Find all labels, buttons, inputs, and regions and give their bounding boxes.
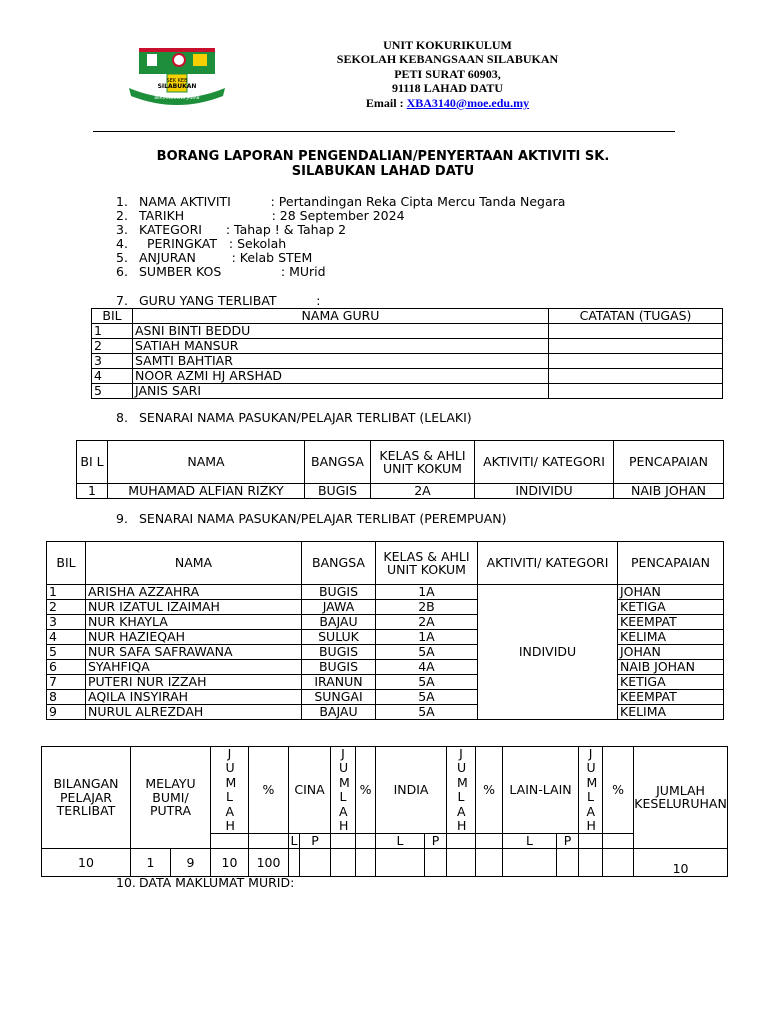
keseluruhan-value: 10 [634,848,728,876]
item-text: GURU YANG TERLIBAT : [139,293,321,308]
list-item [116,209,405,223]
table-cell: 1 [77,484,108,499]
item-number: 2. [116,208,128,223]
table-cell: NUR HAZIEQAH [86,630,302,645]
column-header: BI L [77,441,108,484]
empty-cell [476,848,503,876]
melayu-pct-value: 100 [249,848,289,876]
table-row [92,369,723,384]
table-row [47,675,724,690]
table-cell: 3 [92,354,133,369]
item-text: PERINGKAT : Sekolah [139,236,287,251]
melayu-jumlah-value: 10 [211,848,249,876]
table-cell: NUR SAFA SAFRAWANA [86,645,302,660]
table-cell: JANIS SARI [133,384,549,399]
table-cell: SYAHFIQA [86,660,302,675]
stats-table [41,746,728,877]
header-line: PETI SURAT 60903, [394,66,501,81]
table-cell: 1A [376,630,478,645]
table-cell: JOHAN [618,645,724,660]
keseluruhan-header: JUMLAH KESELURUHAN [634,747,728,849]
table-cell: 1 [92,324,133,339]
cina-jumlah-header: JUMLAH [331,747,356,834]
cina-pct-header: % [356,747,376,834]
title-line: SILABUKAN LAHAD DATU [291,164,475,179]
email-line [330,96,565,110]
column-header: KELAS & AHLI UNIT KOKUM [371,441,475,484]
lain-jumlah-header: JUMLAH [579,747,603,834]
table-cell: KETIGA [618,600,724,615]
svg-text:BERTANGGUNG JAWAB: BERTANGGUNG JAWAB [154,95,200,100]
item-number: 5. [116,250,128,265]
table-row [47,615,724,630]
empty-cell [211,834,249,849]
table-cell: 8 [47,690,86,705]
empty-cell [447,834,476,849]
table-cell: BAJAU [302,615,376,630]
table-cell: KEEMPAT [618,615,724,630]
table-cell: BAJAU [302,705,376,720]
p-label: P [557,834,579,849]
table-cell: 2B [376,600,478,615]
table-cell: 4 [92,369,133,384]
list-item [116,223,346,237]
table-row [77,484,724,499]
title-line: BORANG LAPORAN PENGENDALIAN/PENYERTAAN AKTIVITI SK. [156,149,610,164]
item-number: 3. [116,222,128,237]
empty-cell [503,848,557,876]
table-cell: NOOR AZMI HJ ARSHAD [133,369,549,384]
melayu-l-value: 1 [131,848,171,876]
table-cell: 1 [47,585,86,600]
empty-cell [300,848,331,876]
table-cell: 7 [47,675,86,690]
table-cell: INDIVIDU [475,484,614,499]
column-header: PENCAPAIAN [614,441,724,484]
l-label: L [376,834,425,849]
empty-cell [289,848,300,876]
empty-cell [447,848,476,876]
table-row [47,645,724,660]
table-row [92,339,723,354]
item-number: 10. [116,875,136,890]
empty-cell [603,848,634,876]
item-number: 6. [116,264,128,279]
table-cell: SAMTI BAHTIAR [133,354,549,369]
table-cell [549,339,723,354]
table-cell: AQILA INSYIRAH [86,690,302,705]
column-header: BIL [47,542,86,585]
table-row [92,324,723,339]
aktiviti-cell: INDIVIDU [478,585,618,720]
svg-text:SEK KEB: SEK KEB [166,78,188,84]
p-label: P [300,834,331,849]
table-row [47,585,724,600]
table-cell: 5 [47,645,86,660]
india-pct-header: % [476,747,503,834]
column-header: NAMA GURU [133,309,549,324]
table-cell: SUNGAI [302,690,376,705]
item-text: SENARAI NAMA PASUKAN/PELAJAR TERLIBAT (LELAKI) [139,410,472,425]
table-cell: KELIMA [618,705,724,720]
item-text: ANJURAN : Kelab STEM [139,250,313,265]
form-title [100,149,666,179]
bilangan-header: BILANGAN PELAJAR TERLIBAT [42,747,131,849]
table-cell: 5A [376,675,478,690]
table-cell: SATIAH MANSUR [133,339,549,354]
empty-cell [331,834,356,849]
column-header: PENCAPAIAN [618,542,724,585]
table-cell: 9 [47,705,86,720]
table-cell: NUR IZATUL IZAIMAH [86,600,302,615]
table-cell: NURUL ALREZDAH [86,705,302,720]
bilangan-value: 10 [42,848,131,876]
table-row [47,705,724,720]
table-cell: NAIB JOHAN [618,660,724,675]
table-cell: 2 [47,600,86,615]
header-line: UNIT KOKURIKULUM [383,38,512,52]
section-heading [116,876,294,890]
melayu-header: MELAYU BUMI/ PUTRA [131,747,211,849]
table-cell: 5 [92,384,133,399]
column-header: KELAS & AHLI UNIT KOKUM [376,542,478,585]
column-header: NAMA [86,542,302,585]
table-cell: KELIMA [618,630,724,645]
section-heading [116,512,507,526]
item-text: NAMA AKTIVITI : Pertandingan Reka Cipta Mercu Tanda Negara [139,194,566,209]
table-cell: KEEMPAT [618,690,724,705]
lelaki-table [76,440,724,499]
table-cell: 2A [376,615,478,630]
lain-pct-header: % [603,747,634,834]
table-row [47,600,724,615]
table-cell: NAIB JOHAN [614,484,724,499]
melayu-jumlah-header: JUMLAH [211,747,249,834]
email-link[interactable]: XBA3140@moe.edu.my [406,95,530,110]
item-text: SENARAI NAMA PASUKAN/PELAJAR TERLIBAT (PEREMPUAN) [139,511,507,526]
column-header: AKTIVITI/ KATEGORI [475,441,614,484]
table-cell [549,369,723,384]
svg-text:SILABUKAN: SILABUKAN [157,83,197,90]
table-cell: ASNI BINTI BEDDU [133,324,549,339]
list-item [116,195,565,209]
table-cell: 6 [47,660,86,675]
l-label: L [503,834,557,849]
table-cell: 5A [376,690,478,705]
table-cell: MUHAMAD ALFIAN RIZKY [108,484,305,499]
list-item [116,251,312,265]
table-cell: IRANUN [302,675,376,690]
table-row [47,690,724,705]
empty-cell [603,834,634,849]
item-number: 8. [116,410,128,425]
table-cell: ARISHA AZZAHRA [86,585,302,600]
melayu-pct-header: % [249,747,289,834]
table-row [92,384,723,399]
header-line: 91118 LAHAD DATU [391,81,504,96]
perempuan-table [46,541,724,720]
empty-cell [376,848,425,876]
list-item [116,237,286,251]
email-label: Email : [365,95,404,110]
school-header [330,38,565,110]
table-cell: SULUK [302,630,376,645]
table-cell: BUGIS [302,660,376,675]
india-jumlah-header: JUMLAH [447,747,476,834]
table-cell: BUGIS [302,645,376,660]
item-number: 4. [116,236,128,251]
table-cell: BUGIS [302,585,376,600]
item-text: TARIKH : 28 September 2024 [139,208,405,223]
list-item [116,294,320,308]
table-cell: 5A [376,645,478,660]
header-line: SEKOLAH KEBANGSAAN SILABUKAN [336,52,559,67]
table-cell: JOHAN [618,585,724,600]
table-row [92,354,723,369]
table-cell: NUR KHAYLA [86,615,302,630]
empty-cell [356,848,376,876]
table-row [47,660,724,675]
column-header: CATATAN (TUGAS) [549,309,723,324]
section-heading [116,411,472,425]
table-cell [549,354,723,369]
table-cell: 4 [47,630,86,645]
cina-header: CINA [289,747,331,834]
empty-cell [425,848,447,876]
p-label: P [425,834,447,849]
column-header: NAMA [108,441,305,484]
item-text: DATA MAKLUMAT MURID: [139,875,295,890]
school-logo [127,44,227,106]
table-cell: 5A [376,705,478,720]
column-header: BANGSA [302,542,376,585]
empty-cell [476,834,503,849]
empty-cell [579,848,603,876]
table-cell: 4A [376,660,478,675]
table-cell: BUGIS [305,484,371,499]
empty-cell [579,834,603,849]
column-header: BIL [92,309,133,324]
india-header: INDIA [376,747,447,834]
empty-cell [249,834,289,849]
item-text: KATEGORI : Tahap ! & Tahap 2 [139,222,347,237]
table-cell [549,384,723,399]
item-number: 1. [116,194,128,209]
table-cell: KETIGA [618,675,724,690]
empty-cell [557,848,579,876]
table-row [47,630,724,645]
list-item [116,265,326,279]
column-header: AKTIVITI/ KATEGORI [478,542,618,585]
item-number: 7. [116,293,128,308]
empty-cell [331,848,356,876]
column-header: BANGSA [305,441,371,484]
table-cell: 2 [92,339,133,354]
melayu-p-value: 9 [171,848,211,876]
header-divider [93,131,675,132]
table-cell: 1A [376,585,478,600]
lain-header: LAIN-LAIN [503,747,579,834]
table-cell: PUTERI NUR IZZAH [86,675,302,690]
item-number: 9. [116,511,128,526]
table-cell: JAWA [302,600,376,615]
guru-table [91,308,723,399]
item-text: SUMBER KOS : MUrid [139,264,326,279]
table-cell: 2A [371,484,475,499]
table-cell [549,324,723,339]
table-cell: 3 [47,615,86,630]
l-label: L [289,834,300,849]
empty-cell [356,834,376,849]
